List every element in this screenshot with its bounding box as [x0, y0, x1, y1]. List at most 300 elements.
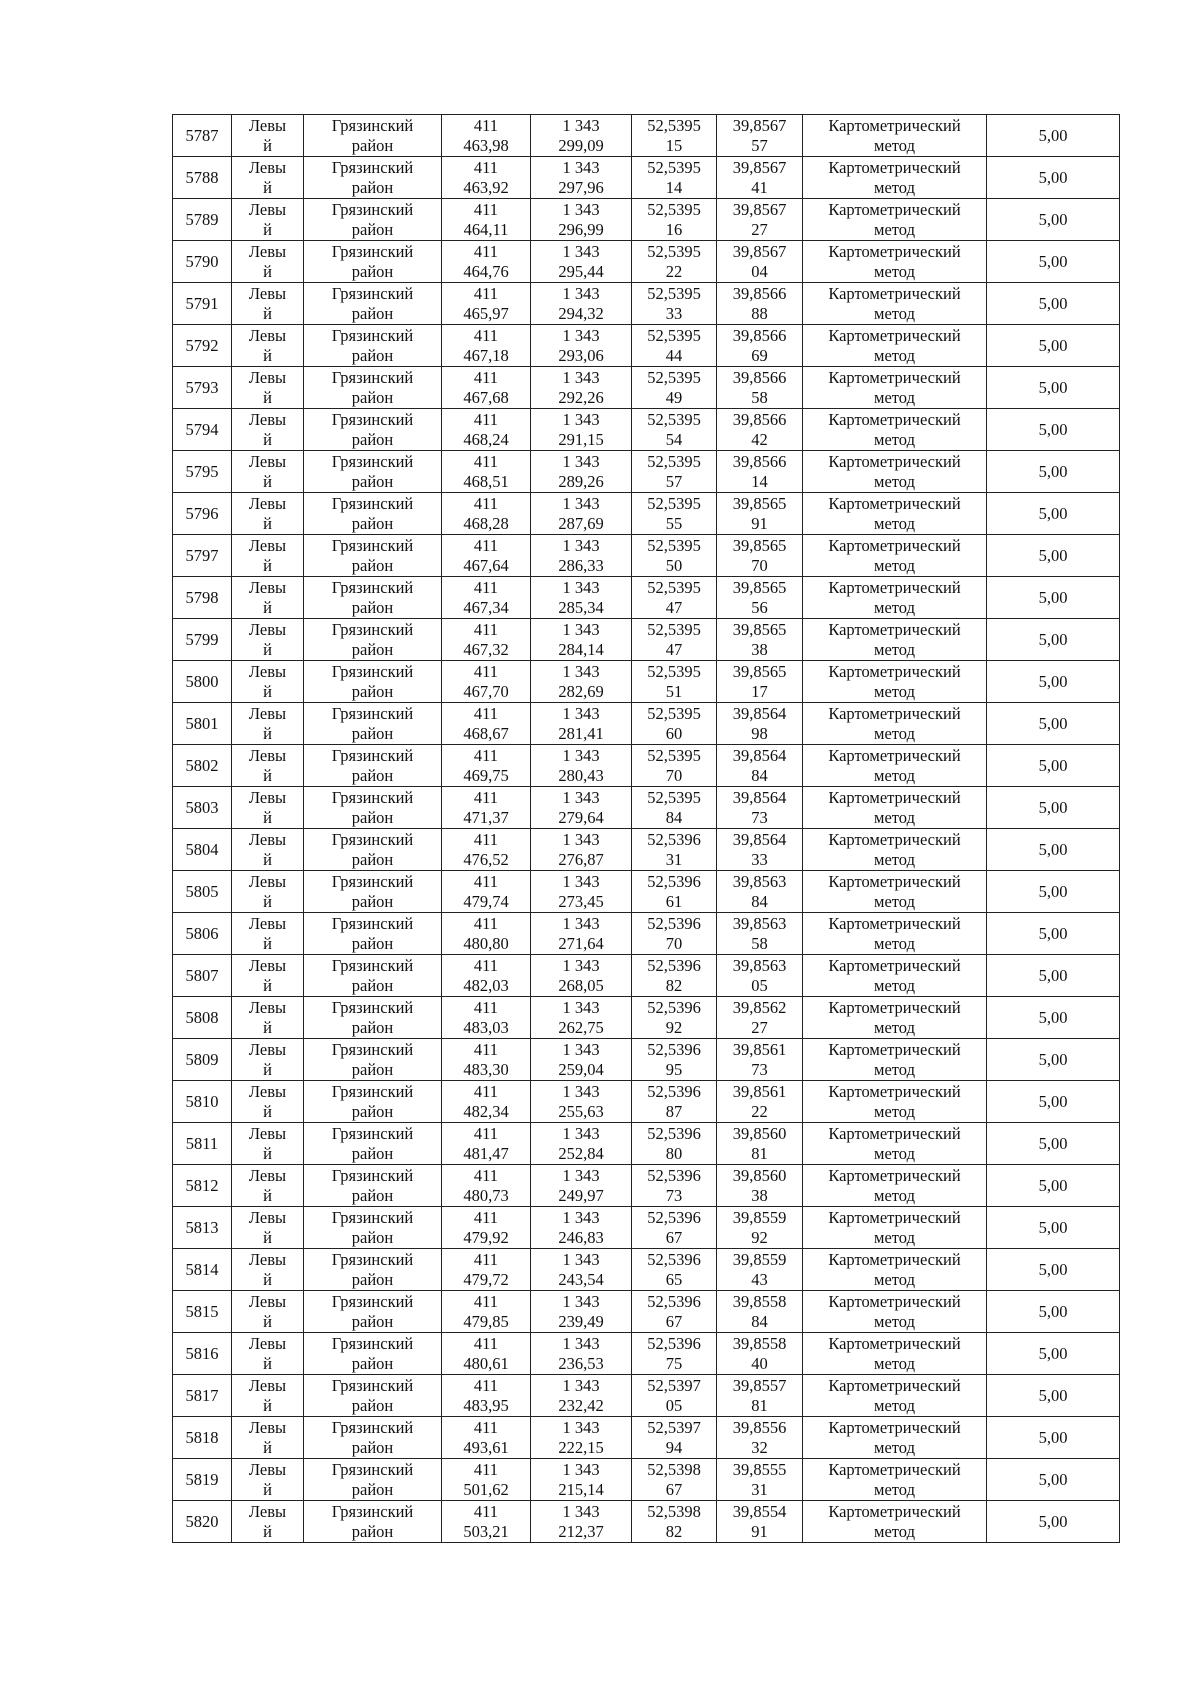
table-row [173, 451, 1120, 493]
x-coordinate-cell [442, 829, 531, 871]
district-cell-line: район [351, 1437, 394, 1457]
method-cell-line: метод [874, 1101, 915, 1121]
table-row [173, 1249, 1120, 1291]
y-coordinate-cell-line: 294,32 [558, 303, 604, 323]
x-coordinate-cell-line: 476,52 [463, 849, 509, 869]
latitude-cell-line: 52,5395 [647, 703, 701, 723]
side-cell-line: Левы [248, 997, 287, 1017]
accuracy-cell: 5,00 [987, 619, 1120, 661]
longitude-cell-line: 58 [751, 933, 768, 953]
method-cell-line: метод [874, 1479, 915, 1499]
district-cell [304, 409, 442, 451]
district-cell-line: Грязинский [331, 955, 414, 975]
side-cell-line: й [263, 1353, 272, 1373]
x-coordinate-cell-line: 467,34 [463, 597, 509, 617]
district-cell-line: Грязинский [331, 1501, 414, 1521]
longitude-cell-line: 39,8557 [732, 1375, 787, 1395]
district-cell [304, 1375, 442, 1417]
y-coordinate-cell [531, 409, 632, 451]
longitude-cell [717, 1375, 803, 1417]
side-cell [232, 1249, 304, 1291]
latitude-cell [632, 1249, 717, 1291]
method-cell-line: Картометрический [828, 703, 961, 723]
district-cell-line: Грязинский [331, 829, 414, 849]
longitude-cell-line: 39,8567 [732, 241, 787, 261]
method-cell-line: метод [874, 387, 915, 407]
y-coordinate-cell-line: 1 343 [562, 1249, 600, 1269]
district-cell-line: Грязинский [331, 745, 414, 765]
y-coordinate-cell-line: 1 343 [562, 325, 600, 345]
latitude-cell-line: 52,5395 [647, 661, 701, 681]
accuracy-cell: 5,00 [987, 1375, 1120, 1417]
accuracy-cell: 5,00 [987, 493, 1120, 535]
district-cell-line: Грязинский [331, 1459, 414, 1479]
y-coordinate-cell [531, 283, 632, 325]
y-coordinate-cell [531, 157, 632, 199]
x-coordinate-cell-line: 501,62 [463, 1479, 509, 1499]
method-cell-line: Картометрический [828, 997, 961, 1017]
latitude-cell-line: 52,5397 [647, 1417, 701, 1437]
side-cell-line: Левы [248, 1333, 287, 1353]
side-cell [232, 1333, 304, 1375]
x-coordinate-cell-line: 483,95 [463, 1395, 509, 1415]
y-coordinate-cell [531, 1249, 632, 1291]
method-cell [803, 1207, 987, 1249]
longitude-cell-line: 39,8564 [732, 703, 787, 723]
method-cell-line: метод [874, 807, 915, 827]
x-coordinate-cell [442, 703, 531, 745]
method-cell [803, 577, 987, 619]
latitude-cell-line: 67 [665, 1311, 683, 1331]
latitude-cell-line: 52,5395 [647, 493, 701, 513]
x-coordinate-cell-line: 411 [473, 955, 499, 975]
district-cell [304, 955, 442, 997]
district-cell-line: Грязинский [331, 325, 414, 345]
district-cell [304, 997, 442, 1039]
x-coordinate-cell-line: 468,24 [463, 429, 509, 449]
side-cell-line: й [263, 513, 272, 533]
side-cell [232, 787, 304, 829]
y-coordinate-cell-line: 1 343 [562, 619, 600, 639]
point-number-cell: 5819 [173, 1459, 232, 1501]
district-cell [304, 661, 442, 703]
side-cell-line: Левы [248, 535, 287, 555]
point-number-cell: 5800 [173, 661, 232, 703]
accuracy-cell: 5,00 [987, 1291, 1120, 1333]
latitude-cell [632, 1207, 717, 1249]
longitude-cell-line: 39,8563 [732, 955, 787, 975]
longitude-cell-line: 27 [751, 1017, 768, 1037]
table-row [173, 283, 1120, 325]
latitude-cell-line: 05 [665, 1395, 683, 1415]
point-number-cell: 5790 [173, 241, 232, 283]
latitude-cell-line: 52,5396 [647, 1081, 701, 1101]
district-cell-line: район [351, 1143, 394, 1163]
method-cell [803, 1375, 987, 1417]
district-cell-line: Грязинский [331, 1081, 414, 1101]
longitude-cell-line: 39,8558 [732, 1333, 787, 1353]
latitude-cell [632, 577, 717, 619]
district-cell-line: Грязинский [331, 1123, 414, 1143]
method-cell-line: Картометрический [828, 493, 961, 513]
side-cell [232, 1417, 304, 1459]
y-coordinate-cell [531, 871, 632, 913]
method-cell [803, 493, 987, 535]
side-cell-line: Левы [248, 661, 287, 681]
latitude-cell-line: 52,5395 [647, 325, 701, 345]
longitude-cell-line: 17 [751, 681, 768, 701]
side-cell [232, 157, 304, 199]
y-coordinate-cell [531, 913, 632, 955]
x-coordinate-cell-line: 411 [473, 829, 499, 849]
district-cell-line: район [351, 387, 394, 407]
longitude-cell-line: 04 [751, 261, 768, 281]
x-coordinate-cell-line: 463,98 [463, 135, 509, 155]
side-cell [232, 409, 304, 451]
y-coordinate-cell [531, 1417, 632, 1459]
district-cell-line: район [351, 1101, 394, 1121]
x-coordinate-cell-line: 467,70 [463, 681, 509, 701]
side-cell-line: й [263, 1059, 272, 1079]
method-cell-line: Картометрический [828, 1123, 961, 1143]
y-coordinate-cell [531, 325, 632, 367]
district-cell-line: Грязинский [331, 535, 414, 555]
latitude-cell-line: 49 [665, 387, 683, 407]
point-number-cell: 5811 [173, 1123, 232, 1165]
side-cell-line: Левы [248, 829, 287, 849]
side-cell-line: Левы [248, 493, 287, 513]
accuracy-cell: 5,00 [987, 1501, 1120, 1543]
method-cell-line: метод [874, 723, 915, 743]
method-cell-line: Картометрический [828, 829, 961, 849]
y-coordinate-cell-line: 1 343 [562, 241, 600, 261]
accuracy-cell: 5,00 [987, 745, 1120, 787]
district-cell-line: район [351, 303, 394, 323]
y-coordinate-cell-line: 281,41 [558, 723, 604, 743]
side-cell-line: Левы [248, 199, 287, 219]
y-coordinate-cell [531, 1165, 632, 1207]
y-coordinate-cell-line: 1 343 [562, 283, 600, 303]
point-number-cell: 5791 [173, 283, 232, 325]
longitude-cell [717, 1165, 803, 1207]
method-cell-line: метод [874, 345, 915, 365]
y-coordinate-cell [531, 367, 632, 409]
method-cell-line: метод [874, 555, 915, 575]
method-cell [803, 1417, 987, 1459]
y-coordinate-cell [531, 829, 632, 871]
method-cell-line: Картометрический [828, 451, 961, 471]
longitude-cell [717, 409, 803, 451]
district-cell-line: Грязинский [331, 871, 414, 891]
longitude-cell [717, 829, 803, 871]
method-cell-line: Картометрический [828, 367, 961, 387]
side-cell [232, 451, 304, 493]
method-cell-line: метод [874, 1143, 915, 1163]
point-number-cell: 5814 [173, 1249, 232, 1291]
latitude-cell [632, 451, 717, 493]
latitude-cell-line: 52,5395 [647, 451, 701, 471]
method-cell-line: метод [874, 1227, 915, 1247]
district-cell-line: Грязинский [331, 115, 414, 135]
district-cell [304, 535, 442, 577]
y-coordinate-cell [531, 745, 632, 787]
longitude-cell-line: 92 [751, 1227, 768, 1247]
y-coordinate-cell-line: 282,69 [558, 681, 604, 701]
x-coordinate-cell-line: 411 [473, 913, 499, 933]
x-coordinate-cell-line: 411 [473, 157, 499, 177]
side-cell [232, 913, 304, 955]
table-row [173, 829, 1120, 871]
longitude-cell [717, 871, 803, 913]
side-cell-line: Левы [248, 1081, 287, 1101]
y-coordinate-cell [531, 451, 632, 493]
method-cell-line: метод [874, 1017, 915, 1037]
side-cell-line: Левы [248, 115, 287, 135]
x-coordinate-cell-line: 411 [473, 1207, 499, 1227]
method-cell-line: Картометрический [828, 1249, 961, 1269]
y-coordinate-cell [531, 997, 632, 1039]
point-number-cell: 5804 [173, 829, 232, 871]
method-cell-line: Картометрический [828, 157, 961, 177]
x-coordinate-cell [442, 409, 531, 451]
x-coordinate-cell [442, 325, 531, 367]
district-cell-line: район [351, 471, 394, 491]
longitude-cell-line: 39,8554 [732, 1501, 787, 1521]
point-number-cell: 5806 [173, 913, 232, 955]
x-coordinate-cell-line: 481,47 [463, 1143, 509, 1163]
table-row [173, 955, 1120, 997]
method-cell-line: Картометрический [828, 1165, 961, 1185]
table-row [173, 241, 1120, 283]
x-coordinate-cell-line: 468,28 [463, 513, 509, 533]
x-coordinate-cell-line: 480,80 [463, 933, 509, 953]
longitude-cell-line: 39,8566 [732, 367, 787, 387]
latitude-cell-line: 92 [665, 1017, 683, 1037]
latitude-cell [632, 745, 717, 787]
longitude-cell-line: 39,8561 [732, 1081, 787, 1101]
accuracy-cell: 5,00 [987, 1417, 1120, 1459]
x-coordinate-cell [442, 1459, 531, 1501]
y-coordinate-cell [531, 619, 632, 661]
x-coordinate-cell [442, 157, 531, 199]
side-cell-line: Левы [248, 451, 287, 471]
y-coordinate-cell-line: 1 343 [562, 1123, 600, 1143]
side-cell-line: й [263, 1143, 272, 1163]
latitude-cell-line: 52,5395 [647, 577, 701, 597]
method-cell-line: Картометрический [828, 199, 961, 219]
point-number-cell: 5788 [173, 157, 232, 199]
latitude-cell-line: 52,5395 [647, 745, 701, 765]
y-coordinate-cell-line: 1 343 [562, 1459, 600, 1479]
latitude-cell-line: 52,5396 [647, 1333, 701, 1353]
method-cell [803, 409, 987, 451]
longitude-cell-line: 39,8558 [732, 1291, 787, 1311]
longitude-cell-line: 38 [751, 639, 768, 659]
x-coordinate-cell-line: 468,67 [463, 723, 509, 743]
y-coordinate-cell-line: 1 343 [562, 661, 600, 681]
point-number-cell: 5789 [173, 199, 232, 241]
x-coordinate-cell [442, 1417, 531, 1459]
longitude-cell-line: 39,8563 [732, 871, 787, 891]
district-cell-line: Грязинский [331, 367, 414, 387]
x-coordinate-cell-line: 411 [473, 283, 499, 303]
side-cell-line: й [263, 261, 272, 281]
x-coordinate-cell-line: 411 [473, 1123, 499, 1143]
latitude-cell-line: 14 [665, 177, 683, 197]
point-number-cell: 5787 [173, 115, 232, 157]
y-coordinate-cell-line: 1 343 [562, 493, 600, 513]
latitude-cell [632, 115, 717, 157]
latitude-cell [632, 703, 717, 745]
side-cell-line: Левы [248, 1417, 287, 1437]
accuracy-cell: 5,00 [987, 451, 1120, 493]
district-cell [304, 1165, 442, 1207]
x-coordinate-cell [442, 577, 531, 619]
table-row [173, 115, 1120, 157]
y-coordinate-cell-line: 292,26 [558, 387, 604, 407]
side-cell-line: й [263, 303, 272, 323]
x-coordinate-cell-line: 467,18 [463, 345, 509, 365]
longitude-cell-line: 39,8567 [732, 157, 787, 177]
latitude-cell-line: 73 [665, 1185, 683, 1205]
x-coordinate-cell-line: 411 [473, 1291, 499, 1311]
side-cell-line: й [263, 849, 272, 869]
side-cell [232, 997, 304, 1039]
longitude-cell-line: 40 [751, 1353, 768, 1373]
latitude-cell [632, 1081, 717, 1123]
latitude-cell-line: 47 [665, 597, 683, 617]
accuracy-cell: 5,00 [987, 997, 1120, 1039]
latitude-cell [632, 241, 717, 283]
method-cell-line: Картометрический [828, 325, 961, 345]
longitude-cell [717, 367, 803, 409]
x-coordinate-cell-line: 411 [473, 619, 499, 639]
latitude-cell-line: 52,5395 [647, 241, 701, 261]
x-coordinate-cell-line: 471,37 [463, 807, 509, 827]
method-cell [803, 1459, 987, 1501]
point-number-cell: 5816 [173, 1333, 232, 1375]
table-row [173, 1081, 1120, 1123]
table-row [173, 1333, 1120, 1375]
longitude-cell [717, 535, 803, 577]
x-coordinate-cell-line: 467,64 [463, 555, 509, 575]
x-coordinate-cell-line: 467,32 [463, 639, 509, 659]
x-coordinate-cell-line: 411 [473, 1501, 499, 1521]
x-coordinate-cell-line: 411 [473, 325, 499, 345]
method-cell [803, 367, 987, 409]
table-row [173, 661, 1120, 703]
longitude-cell-line: 22 [751, 1101, 768, 1121]
latitude-cell-line: 52,5395 [647, 535, 701, 555]
district-cell-line: район [351, 135, 394, 155]
district-cell [304, 829, 442, 871]
method-cell-line: Картометрический [828, 661, 961, 681]
method-cell-line: Картометрический [828, 1039, 961, 1059]
method-cell-line: Картометрический [828, 115, 961, 135]
longitude-cell-line: 39,8559 [732, 1249, 787, 1269]
x-coordinate-cell [442, 1333, 531, 1375]
x-coordinate-cell-line: 411 [473, 493, 499, 513]
latitude-cell-line: 52,5396 [647, 1123, 701, 1143]
longitude-cell-line: 32 [751, 1437, 768, 1457]
y-coordinate-cell-line: 1 343 [562, 829, 600, 849]
x-coordinate-cell-line: 411 [473, 745, 499, 765]
accuracy-cell: 5,00 [987, 157, 1120, 199]
longitude-cell-line: 39,8560 [732, 1123, 787, 1143]
side-cell-line: й [263, 1017, 272, 1037]
district-cell [304, 1207, 442, 1249]
longitude-cell-line: 81 [751, 1143, 768, 1163]
longitude-cell-line: 39,8566 [732, 283, 787, 303]
side-cell-line: Левы [248, 157, 287, 177]
latitude-cell-line: 52,5398 [647, 1501, 701, 1521]
district-cell-line: Грязинский [331, 1165, 414, 1185]
y-coordinate-cell-line: 279,64 [558, 807, 604, 827]
y-coordinate-cell-line: 236,53 [558, 1353, 604, 1373]
y-coordinate-cell-line: 1 343 [562, 1207, 600, 1227]
point-number-cell: 5807 [173, 955, 232, 997]
table-row [173, 703, 1120, 745]
side-cell [232, 325, 304, 367]
longitude-cell [717, 1459, 803, 1501]
method-cell-line: Картометрический [828, 1081, 961, 1101]
accuracy-cell: 5,00 [987, 535, 1120, 577]
district-cell-line: район [351, 1017, 394, 1037]
method-cell [803, 241, 987, 283]
x-coordinate-cell [442, 787, 531, 829]
district-cell-line: Грязинский [331, 451, 414, 471]
method-cell [803, 283, 987, 325]
y-coordinate-cell-line: 1 343 [562, 1417, 600, 1437]
latitude-cell-line: 52,5398 [647, 1459, 701, 1479]
method-cell-line: метод [874, 177, 915, 197]
point-number-cell: 5817 [173, 1375, 232, 1417]
method-cell-line: Картометрический [828, 955, 961, 975]
latitude-cell-line: 16 [665, 219, 683, 239]
y-coordinate-cell [531, 1081, 632, 1123]
accuracy-cell: 5,00 [987, 913, 1120, 955]
latitude-cell-line: 52,5397 [647, 1375, 701, 1395]
district-cell-line: район [351, 639, 394, 659]
side-cell-line: Левы [248, 703, 287, 723]
district-cell-line: Грязинский [331, 787, 414, 807]
longitude-cell-line: 14 [751, 471, 768, 491]
y-coordinate-cell-line: 291,15 [558, 429, 604, 449]
table-body [173, 115, 1120, 1543]
accuracy-cell: 5,00 [987, 409, 1120, 451]
longitude-cell-line: 58 [751, 387, 768, 407]
latitude-cell-line: 44 [665, 345, 683, 365]
longitude-cell-line: 39,8566 [732, 451, 787, 471]
x-coordinate-cell-line: 411 [473, 409, 499, 429]
y-coordinate-cell-line: 1 343 [562, 451, 600, 471]
side-cell-line: Левы [248, 1165, 287, 1185]
side-cell [232, 745, 304, 787]
district-cell-line: район [351, 345, 394, 365]
method-cell-line: Картометрический [828, 1291, 961, 1311]
district-cell [304, 1333, 442, 1375]
district-cell [304, 1081, 442, 1123]
latitude-cell [632, 493, 717, 535]
side-cell-line: Левы [248, 1291, 287, 1311]
latitude-cell-line: 52,5395 [647, 115, 701, 135]
latitude-cell [632, 1165, 717, 1207]
longitude-cell-line: 41 [751, 177, 768, 197]
latitude-cell [632, 409, 717, 451]
district-cell-line: район [351, 177, 394, 197]
method-cell-line: Картометрический [828, 241, 961, 261]
method-cell [803, 1081, 987, 1123]
